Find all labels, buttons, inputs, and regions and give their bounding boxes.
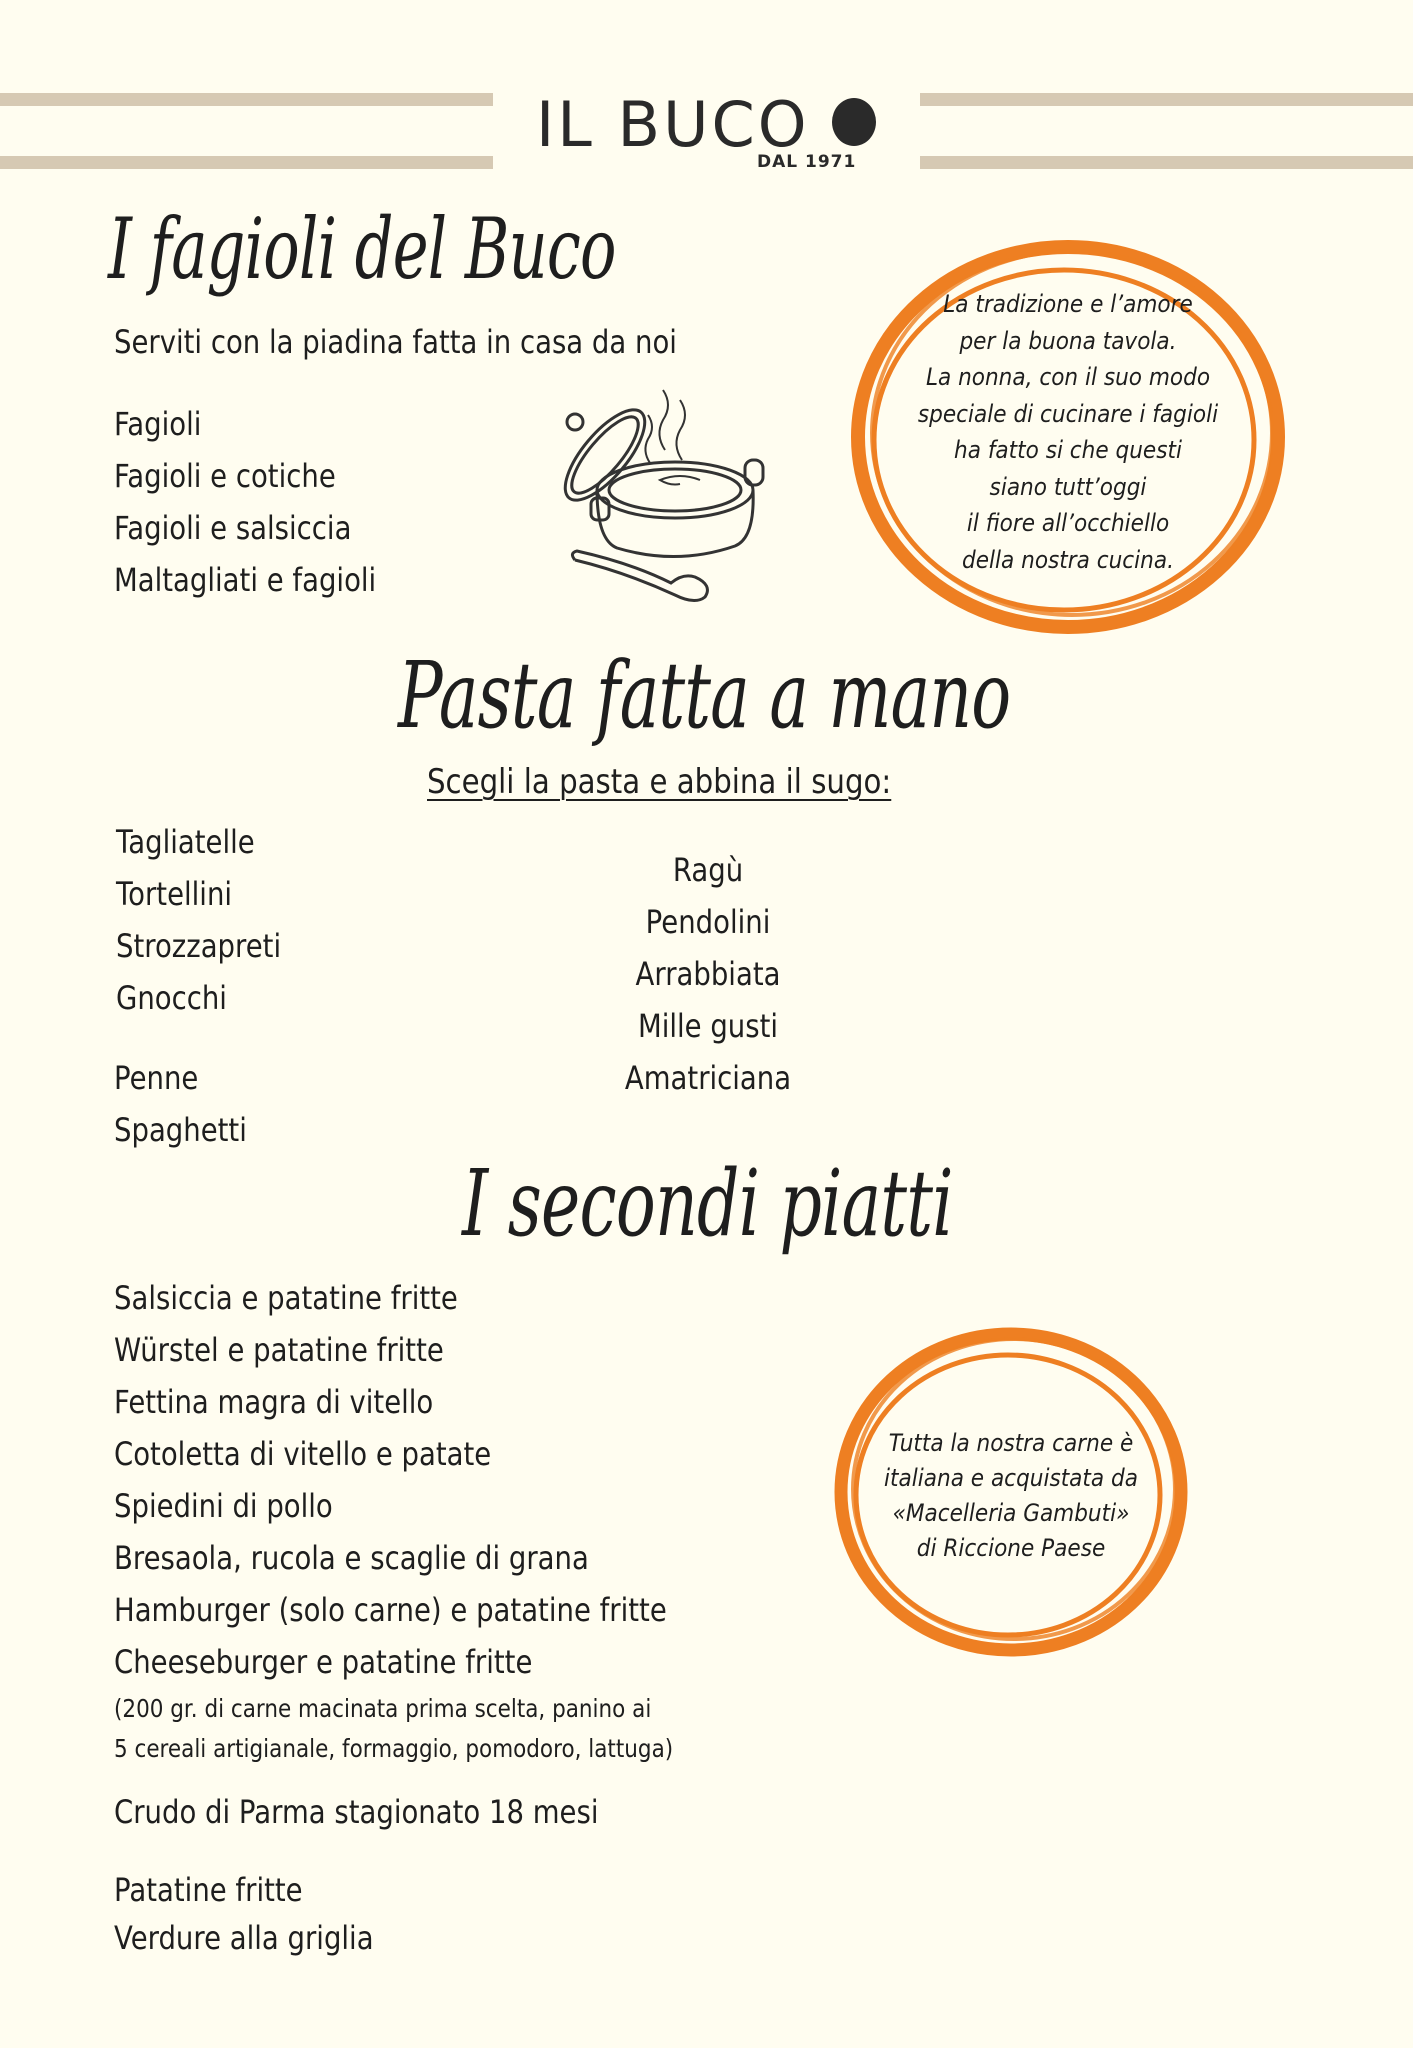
section-subtitle-pasta: Scegli la pasta e abbina il sugo: — [427, 762, 892, 802]
section-title-secondi: I secondi piatti — [462, 1150, 953, 1257]
note-line: speciale di cucinare i fagioli — [917, 399, 1219, 428]
pasta-type: Strozzapreti — [116, 927, 282, 965]
header-bar-top-left — [0, 93, 493, 106]
brand-name: IL BUCO — [536, 88, 810, 161]
header-bar-top-right — [920, 93, 1413, 106]
note-line: italiana e acquistata da — [884, 1464, 1138, 1492]
note-line: della nostra cucina. — [962, 545, 1174, 574]
note-line: La nonna, con il suo modo — [925, 363, 1211, 391]
menu-item: Cheeseburger e patatine fritte — [114, 1643, 533, 1681]
header-bar-bottom-right — [920, 156, 1413, 169]
brand-since: DAL 1971 — [757, 152, 857, 172]
sauce: Arrabbiata — [635, 955, 781, 993]
cooking-pot-icon — [545, 380, 765, 610]
note-line: «Macelleria Gambuti» — [892, 1499, 1130, 1527]
side-item: Patatine fritte — [114, 1871, 303, 1909]
section-subtitle-fagioli: Serviti con la piadina fatta in casa da noi — [114, 323, 677, 361]
note-line: di Riccione Paese — [916, 1534, 1106, 1562]
note-line: siano tutt’oggi — [989, 472, 1147, 501]
item-description: 5 cereali artigianale, formaggio, pomodoro, lattuga) — [114, 1734, 674, 1763]
note-line: il fiore all’occhiello — [966, 509, 1170, 537]
menu-item: Crudo di Parma stagionato 18 mesi — [114, 1793, 599, 1831]
brand-logo — [536, 88, 810, 161]
menu-item: Fagioli e cotiche — [114, 457, 336, 495]
menu-item: Hamburger (solo carne) e patatine fritte — [114, 1591, 667, 1629]
section-title-pasta: Pasta fatta a mano — [398, 642, 1011, 749]
side-item: Verdure alla griglia — [114, 1919, 374, 1957]
header-bar-bottom-left — [0, 156, 493, 169]
logo-dot-icon — [832, 98, 876, 146]
pasta-type: Gnocchi — [116, 979, 227, 1017]
note-line: Tutta la nostra carne è — [888, 1429, 1134, 1457]
note-carne — [826, 1322, 1196, 1662]
note-tradizione — [838, 232, 1298, 642]
item-description: (200 gr. di carne macinata prima scelta, panino ai — [114, 1694, 652, 1723]
menu-item: Fettina magra di vitello — [114, 1383, 434, 1421]
menu-item: Maltagliati e fagioli — [114, 561, 377, 599]
pasta-type: Penne — [114, 1059, 199, 1097]
menu-item: Fagioli e salsiccia — [114, 509, 352, 547]
note-line: ha fatto si che questi — [954, 436, 1182, 464]
menu-item: Fagioli — [114, 405, 202, 443]
menu-item: Cotoletta di vitello e patate — [114, 1435, 492, 1473]
note-line: per la buona tavola. — [959, 326, 1177, 355]
menu-item: Bresaola, rucola e scaglie di grana — [114, 1539, 589, 1577]
sauce: Amatriciana — [624, 1059, 792, 1097]
sauce: Pendolini — [645, 903, 771, 941]
section-title-fagioli: I fagioli del Buco — [108, 200, 616, 298]
note-text — [888, 286, 1248, 578]
menu-item: Salsiccia e patatine fritte — [114, 1279, 458, 1317]
menu-item: Spiedini di pollo — [114, 1487, 333, 1525]
note-text — [867, 1426, 1155, 1566]
note-line: La tradizione e l’amore — [943, 290, 1193, 318]
pasta-type: Tagliatelle — [116, 823, 255, 861]
pasta-type: Spaghetti — [114, 1111, 247, 1149]
sauce: Ragù — [672, 851, 744, 889]
sauce: Mille gusti — [637, 1007, 779, 1045]
pasta-type: Tortellini — [116, 875, 233, 913]
menu-item: Würstel e patatine fritte — [114, 1331, 444, 1369]
